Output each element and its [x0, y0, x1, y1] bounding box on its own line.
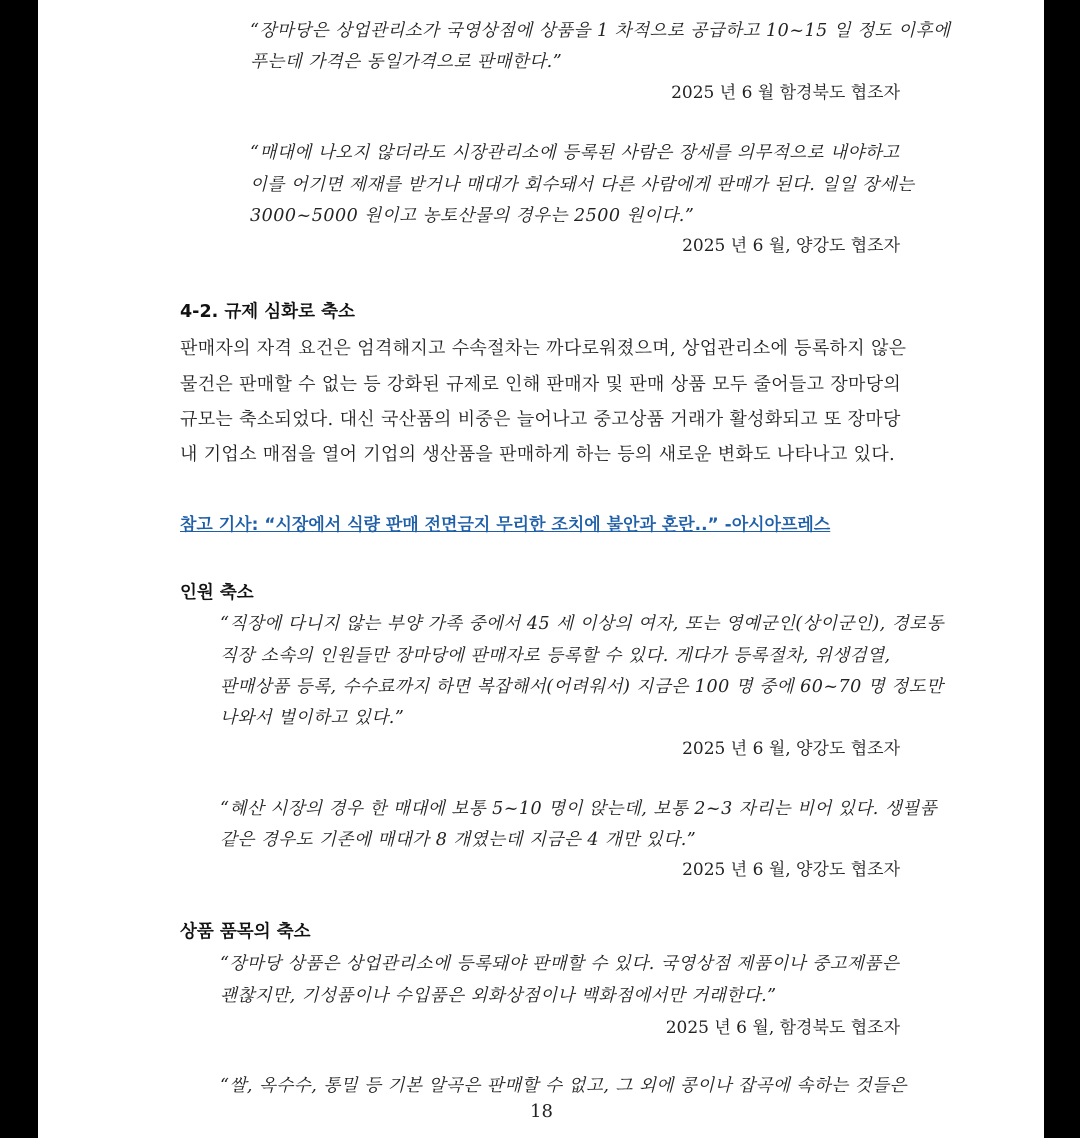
quote-attribution: 2025 년 6 월 함경북도 협조자 [671, 83, 900, 103]
quote-line: 나와서 벌이하고 있다.” [220, 708, 405, 728]
quote-attribution: 2025 년 6 월, 양강도 협조자 [682, 236, 900, 256]
page-number: 18 [530, 1101, 553, 1122]
reference-article-link[interactable]: 참고 기사: “시장에서 식량 판매 전면금지 무리한 조치에 불안과 혼란..” -아시아프레스 [180, 515, 831, 535]
quote-attribution: 2025 년 6 월, 양강도 협조자 [682, 739, 900, 759]
quote-line: 판매상품 등록, 수수료까지 하면 복잡해서(어려워서) 지금은 100 명 중에 60~70 명 정도만 [220, 677, 944, 697]
paragraph-line: 규모는 축소되었다. 대신 국산품의 비중은 늘어나고 중고상품 거래가 활성화되고 또 장마당 [180, 409, 901, 430]
quote-line: “장마당 상품은 상업관리소에 등록돼야 판매할 수 있다. 국영상점 제품이나 중고제품은 [220, 954, 900, 974]
quote-line: “혜산 시장의 경우 한 매대에 보통 5~10 명이 앉는데, 보통 2~3 자리는 비어 있다. 생필품 [220, 799, 938, 819]
quote-line: “쌀, 옥수수, 통밀 등 기본 알곡은 판매할 수 없고, 그 외에 콩이나 잡곡에 속하는 것들은 [220, 1076, 907, 1096]
quote-line: 같은 경우도 기존에 매대가 8 개였는데 지금은 4 개만 있다.” [220, 830, 697, 850]
subsection-heading: 인원 축소 [180, 583, 254, 603]
document-page [38, 0, 1044, 1138]
quote-line: “직장에 다니지 않는 부양 가족 중에서 45 세 이상의 여자, 또는 영예군인(상이군인), 경로동 [220, 614, 945, 634]
quote-line: 괜찮지만, 기성품이나 수입품은 외화상점이나 백화점에서만 거래한다.” [220, 986, 777, 1006]
quote-line: 푸는데 가격은 동일가격으로 판매한다.” [250, 52, 563, 72]
paragraph-line: 내 기업소 매점을 열어 기업의 생산품을 판매하게 하는 등의 새로운 변화도 나타나고 있다. [180, 444, 896, 465]
paragraph-line: 판매자의 자격 요건은 엄격해지고 수속절차는 까다로워졌으며, 상업관리소에 등록하지 않은 [180, 338, 907, 359]
quote-attribution: 2025 년 6 월, 양강도 협조자 [682, 860, 900, 880]
quote-attribution: 2025 년 6 월, 함경북도 협조자 [665, 1018, 900, 1038]
quote-line: “매대에 나오지 않더라도 시장관리소에 등록된 사람은 장세를 의무적으로 내야하고 [250, 143, 900, 163]
section-heading: 4-2. 규제 심화로 축소 [180, 302, 355, 322]
quote-line: “장마당은 상업관리소가 국영상점에 상품을 1 차적으로 공급하고 10~15 일 정도 이후에 [250, 21, 951, 41]
quote-line: 3000~5000 원이고 농토산물의 경우는 2500 원이다.” [250, 206, 695, 226]
subsection-heading: 상품 품목의 축소 [180, 922, 311, 942]
quote-line: 직장 소속의 인원들만 장마당에 판매자로 등록할 수 있다. 게다가 등록절차, 위생검열, [220, 646, 891, 666]
quote-line: 이를 어기면 제재를 받거나 매대가 회수돼서 다른 사람에게 판매가 된다. 일일 장세는 [250, 175, 915, 195]
paragraph-line: 물건은 판매할 수 없는 등 강화된 규제로 인해 판매자 및 판매 상품 모두 줄어들고 장마당의 [180, 374, 902, 395]
